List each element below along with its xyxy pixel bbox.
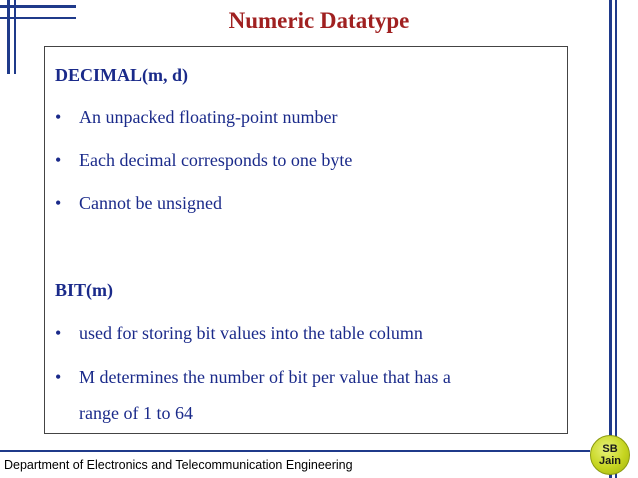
section-heading-decimal: DECIMAL(m, d)	[55, 65, 188, 85]
bullet-continuation: range of 1 to 64	[79, 403, 193, 423]
decor-line	[615, 0, 617, 478]
bullet-item	[55, 150, 352, 171]
bullet-dot: •	[55, 107, 62, 127]
bullet-dot: •	[55, 150, 62, 170]
bullet-item	[55, 367, 451, 388]
bullet-item	[55, 323, 423, 344]
bullet-item	[55, 107, 337, 128]
bullet-dot: •	[55, 323, 62, 343]
department-name: Department of Electronics and Telecommunication Engineering	[4, 458, 353, 472]
bullet-text: M determines the number of bit per value that has a	[79, 367, 451, 387]
bullet-dot: •	[55, 367, 62, 387]
bullet-text: used for storing bit values into the table column	[79, 323, 423, 343]
logo-text-line2: Jain	[598, 455, 621, 467]
bullet-text: An unpacked floating-point number	[79, 107, 338, 127]
section-heading-bit: BIT(m)	[55, 280, 113, 300]
sb-jain-logo	[590, 435, 630, 475]
footer-divider	[0, 450, 590, 452]
logo-text-line1: SB	[602, 443, 618, 455]
decor-line	[609, 0, 612, 478]
bullet-text: Each decimal corresponds to one byte	[79, 150, 353, 170]
content-box	[44, 46, 568, 434]
bullet-item	[55, 193, 222, 214]
bullet-dot: •	[55, 193, 62, 213]
slide-title: Numeric Datatype	[228, 8, 410, 33]
bullet-text: Cannot be unsigned	[79, 193, 222, 213]
